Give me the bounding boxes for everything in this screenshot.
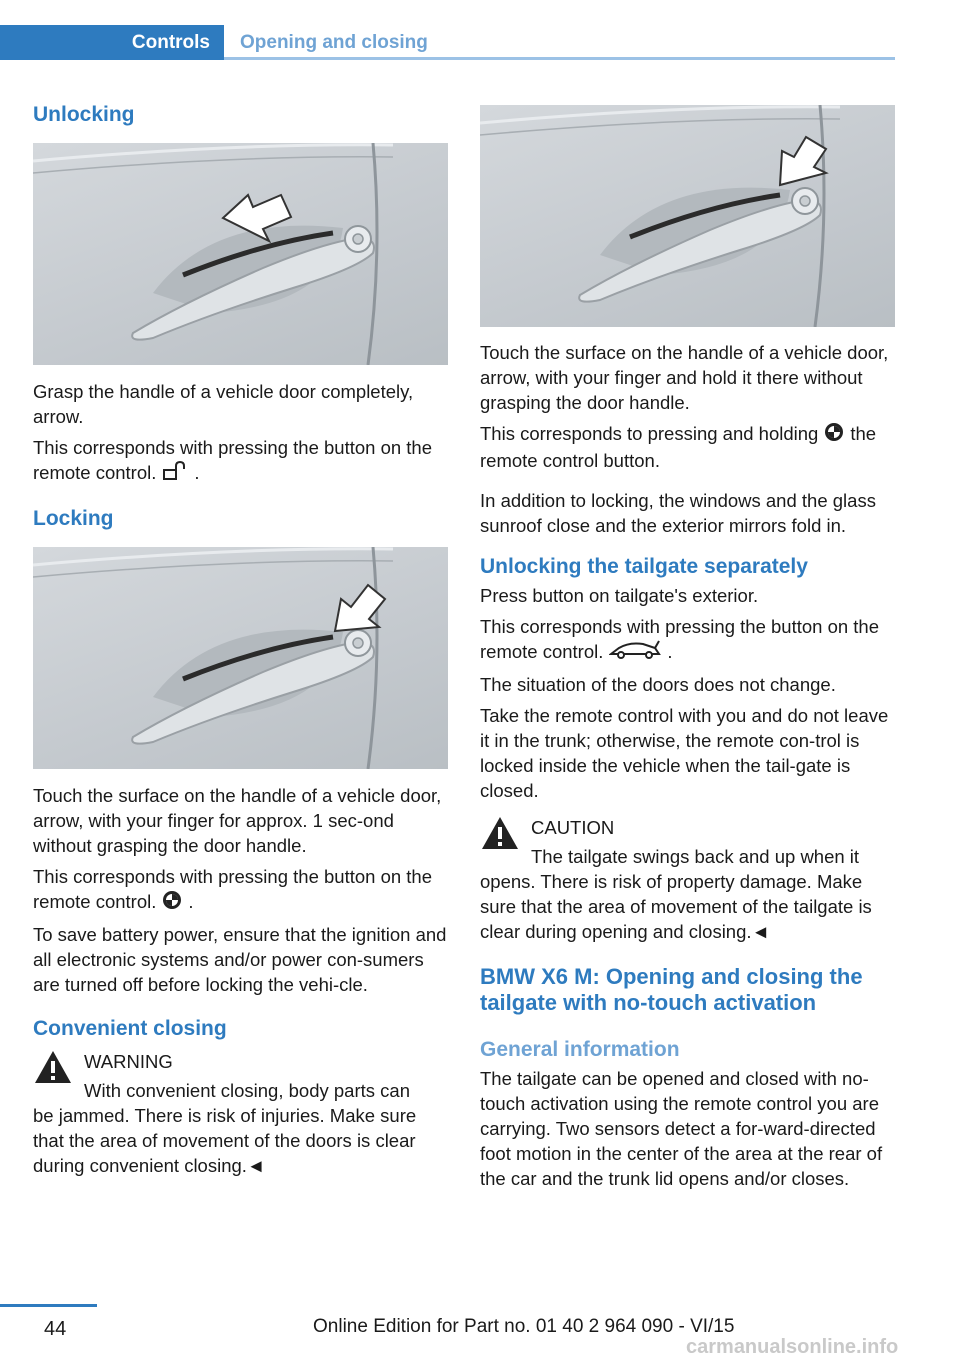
hold-p3: In addition to locking, the windows and the glass sunroof close and the exterior mirrors fold in. — [480, 490, 876, 537]
tailgate-heading: Unlocking the tailgate separately — [480, 555, 808, 579]
unlocking-p2: This corresponds with pressing the button on the remote control. . — [33, 435, 448, 487]
x6m-heading: BMW X6 M: Opening and closing the tailgate with no-touch activation — [480, 964, 863, 1016]
warning-label: WARNING — [84, 1051, 173, 1073]
bmw-logo-icon — [162, 890, 182, 916]
door-handle-lock-image — [33, 547, 448, 769]
x6m-p1: The tailgate can be opened and closed with no-touch activation using the remote control you are carrying. Two sensors detect a for‐ward-directed foot motion in the center of the area at the rear of the car and the trunk lid opens and/or closes. — [480, 1068, 883, 1190]
arrow-icon — [780, 137, 826, 185]
car-tailgate-icon — [609, 640, 661, 666]
general-information-heading: General information — [480, 1038, 680, 1062]
header-subsection: Opening and closing — [240, 32, 428, 53]
hold-p2: This corresponds to pressing and holding the remote control button. — [480, 423, 877, 472]
tailgate-p4: Take the remote control with you and do not leave it in the trunk; otherwise, the remote con‐trol is locked inside the vehicle when the tail‐gate is closed. — [480, 705, 889, 802]
convenient-closing-heading: Convenient closing — [33, 1017, 227, 1041]
right-column — [480, 105, 895, 1191]
unlocking-heading: Unlocking — [33, 103, 135, 126]
warning-text: be jammed. There is risk of injuries. Make sure that the area of movement of the doors is clear during convenient closing.◄ — [33, 1105, 417, 1177]
caution-text-first-line: The tailgate swings back and up when it — [531, 846, 860, 868]
unlock-icon — [162, 461, 188, 487]
warning-text-first-line: With convenient closing, body parts can — [84, 1080, 410, 1102]
tailgate-p1: Press button on tailgate's exterior. — [480, 585, 759, 607]
header-section: Controls — [0, 25, 224, 60]
caution-label: CAUTION — [531, 817, 615, 839]
door-handle-unlock-image — [33, 143, 448, 365]
locking-p3: To save battery power, ensure that the ignition and all electronic systems and/or power con‐sumers are turned off before locking the vehi‐cle. — [33, 924, 447, 996]
tailgate-p3: The situation of the doors does not change. — [480, 674, 836, 696]
watermark: carmanualsonline.info — [686, 1336, 899, 1358]
warning-triangle-icon — [480, 815, 520, 856]
locking-p2: This corresponds with pressing the button on the remote control. . — [33, 864, 448, 916]
header-rule — [224, 57, 895, 60]
page-header — [0, 25, 895, 60]
edition-footer: Online Edition for Part no. 01 40 2 964 090 - VI/15 — [313, 1316, 735, 1337]
footer-rule — [0, 1304, 97, 1307]
hold-p1: Touch the surface on the handle of a vehicle door, arrow, with your finger and hold it there without grasping the door handle. — [480, 342, 889, 413]
locking-heading: Locking — [33, 507, 114, 531]
left-column — [33, 103, 448, 1178]
page-number: 44 — [44, 1318, 67, 1340]
unlocking-p1: Grasp the handle of a vehicle door completely, arrow. — [33, 381, 414, 427]
tailgate-p2: This corresponds with pressing the button on the remote control. . — [480, 614, 895, 666]
warning-triangle-icon — [33, 1049, 73, 1090]
warning-box — [33, 1049, 448, 1178]
caution-text: opens. There is risk of property damage. Make sure that the area of movement of the tailgate is clear during opening and closing.◄ — [480, 871, 872, 943]
locking-p1: Touch the surface on the handle of a vehicle door, arrow, with your finger for approx. 1 sec‐ond without grasping the door handle. — [33, 785, 442, 857]
bmw-logo-icon — [824, 422, 844, 448]
door-handle-hold-image — [480, 105, 895, 327]
caution-box — [480, 815, 895, 944]
